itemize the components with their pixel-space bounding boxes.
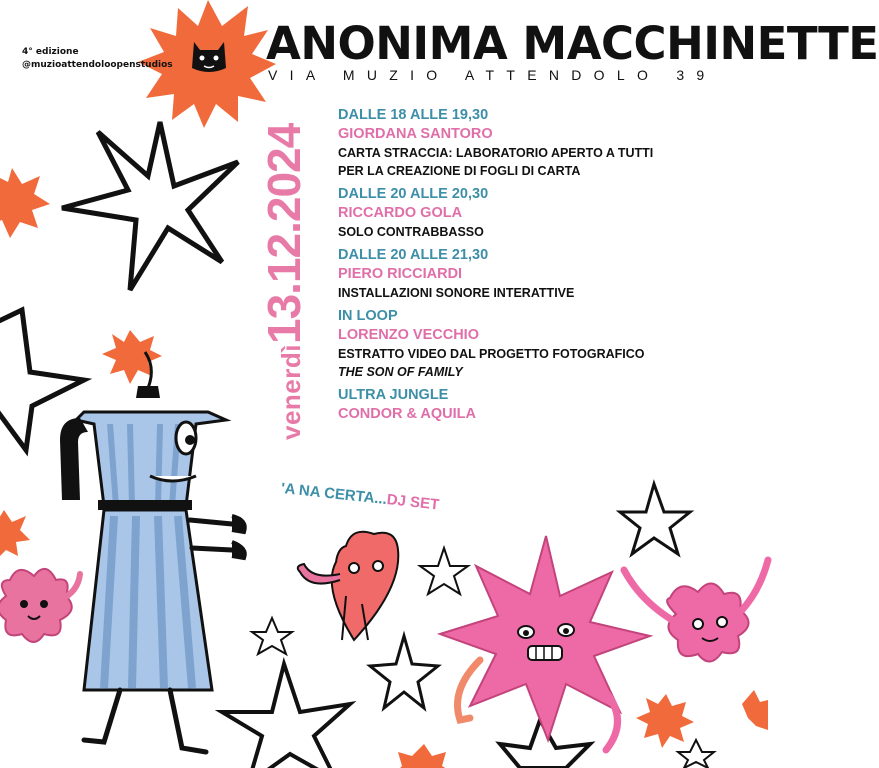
slot-time: DALLE 20 ALLE 20,30 xyxy=(338,186,489,202)
slot-artist: GIORDANA SANTORO xyxy=(338,126,493,142)
outline-star-icon xyxy=(620,484,690,554)
slot-time: IN LOOP xyxy=(338,308,398,324)
event-title: ANONIMA MACCHINETTE xyxy=(266,17,879,70)
event-day: venerdì xyxy=(276,344,306,440)
orange-starburst-icon xyxy=(396,744,452,768)
program-slot xyxy=(338,307,758,381)
slot-artist: RICCARDO GOLA xyxy=(338,205,463,221)
slot-description: ESTRATTO VIDEO DAL PROGETTO FOTOGRAFICO xyxy=(338,347,645,361)
heart-character xyxy=(298,532,399,640)
pink-flower-character xyxy=(624,560,768,662)
orange-starburst-icon xyxy=(636,694,694,748)
event-address: VIA MUZIO ATTENDOLO 39 xyxy=(268,67,717,83)
slot-time: ULTRA JUNGLE xyxy=(338,387,449,403)
orange-starburst-icon xyxy=(0,168,50,238)
outline-star-icon xyxy=(222,664,350,768)
slot-description: INSTALLAZIONI SONORE INTERATTIVE xyxy=(338,286,575,300)
orange-starburst-icon xyxy=(742,690,768,730)
slot-time: DALLE 20 ALLE 21,30 xyxy=(338,247,489,263)
event-date-number: 13.12.2024 xyxy=(258,123,310,344)
outline-star-icon xyxy=(62,122,238,290)
pink-star-character xyxy=(440,536,650,750)
orange-starburst-icon xyxy=(0,510,30,560)
slot-time: DALLE 18 ALLE 19,30 xyxy=(338,107,489,123)
dj-set-intro: 'A NA CERTA... xyxy=(280,480,388,509)
slot-artist: CONDOR & AQUILA xyxy=(338,406,477,422)
slot-description: CARTA STRACCIA: LABORATORIO APERTO A TUTTI xyxy=(338,146,654,160)
slot-artist: LORENZO VECCHIO xyxy=(338,327,479,343)
instagram-handle: @muzioattendoloopenstudios xyxy=(22,60,173,70)
edition-label: 4° edizione xyxy=(22,47,79,57)
program-slot xyxy=(338,106,758,180)
pink-flower-character xyxy=(0,569,80,642)
outline-star-icon xyxy=(370,636,438,708)
moka-pot-character xyxy=(60,330,245,752)
program-list xyxy=(338,106,758,429)
slot-artist: PIERO RICCIARDI xyxy=(338,266,463,282)
slot-project-title: THE SON OF FAMILY xyxy=(338,365,463,379)
dj-set-text: DJ SET xyxy=(385,491,440,514)
program-slot xyxy=(338,185,758,241)
program-slot xyxy=(338,386,758,424)
slot-description: SOLO CONTRABBASSO xyxy=(338,225,484,239)
program-slot xyxy=(338,246,758,302)
event-date xyxy=(260,100,319,440)
slot-description: PER LA CREAZIONE DI FOGLI DI CARTA xyxy=(338,164,581,178)
